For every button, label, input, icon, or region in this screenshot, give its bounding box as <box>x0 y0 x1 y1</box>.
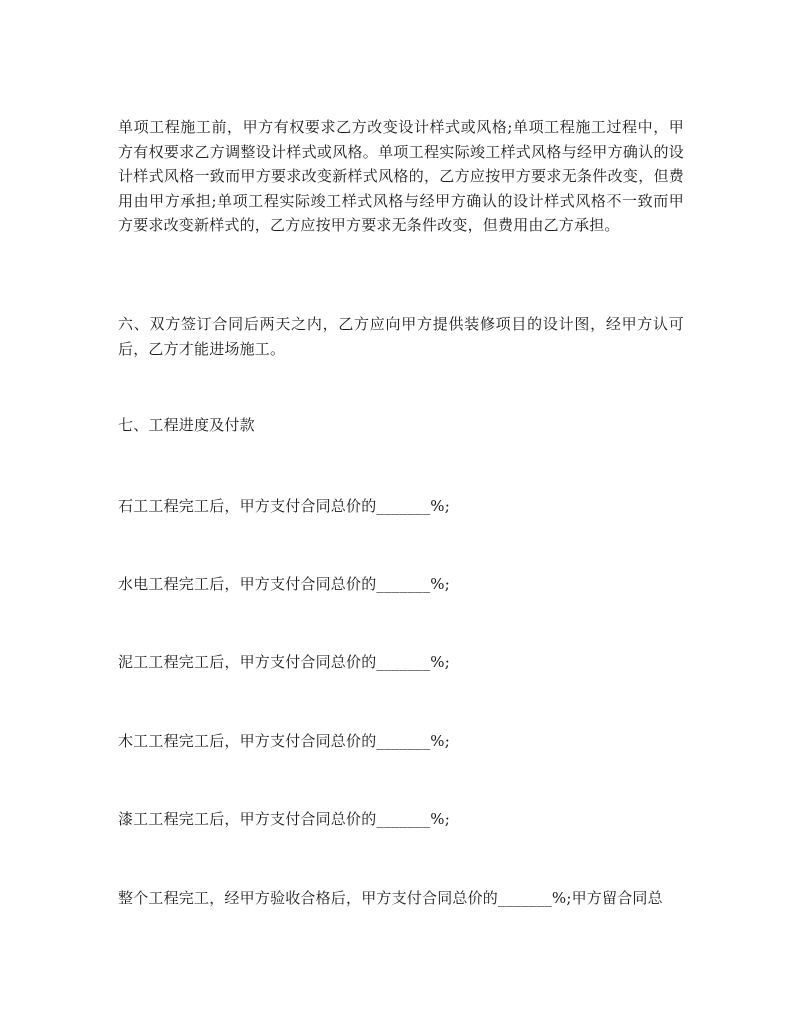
payment-line-painting: 漆工工程完工后，甲方支付合同总价的_______%; <box>118 810 451 828</box>
payment-line-carpentry: 木工工程完工后，甲方支付合同总价的_______%; <box>118 732 451 750</box>
section-heading-progress-payment: 七、工程进度及付款 <box>118 416 255 434</box>
payment-line-plumbing-electrical: 水电工程完工后，甲方支付合同总价的_______%; <box>118 575 451 593</box>
payment-line-final-acceptance: 整个工程完工，经甲方验收合格后，甲方支付合同总价的_______%;甲方留合同总 <box>118 889 663 907</box>
payment-line-stone-work: 石工工程完工后，甲方支付合同总价的_______%; <box>118 497 451 515</box>
paragraph-clause-six: 六、双方签订合同后两天之内，乙方应向甲方提供装修项目的设计图，经甲方认可后，乙方才能进场施工。 <box>118 315 684 358</box>
payment-line-masonry: 泥工工程完工后，甲方支付合同总价的_______%; <box>118 653 451 671</box>
paragraph-design-change-terms: 单项工程施工前，甲方有权要求乙方改变设计样式或风格;单项工程施工过程中，甲方有权要求乙方调整设计样式或风格。单项工程实际竣工样式风格与经甲方确认的设计样式风格一致而甲方要求改变新样式风格的，乙方应按甲方要求无条件改变，但费用由甲方承担;单项工程实际竣工样式风格与经甲方确认的设计样式风格不一致而甲方要求改变新样式的，乙方应按甲方要求无条件改变，但费用由乙方承担。 <box>118 118 684 234</box>
